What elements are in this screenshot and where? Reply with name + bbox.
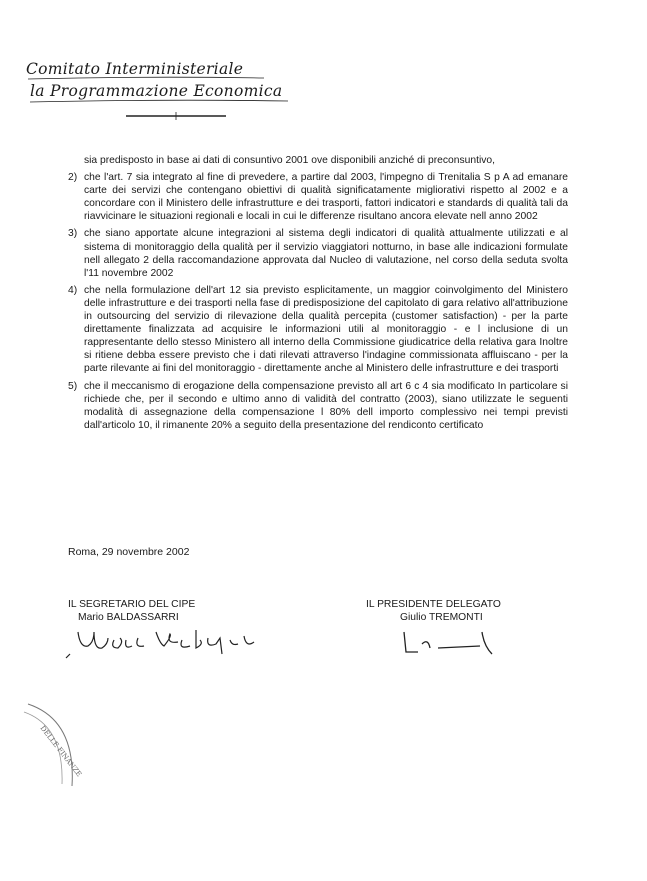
paragraph-number: 2) [68,172,78,184]
letterhead [26,58,296,128]
paragraph-text: che il meccanismo di erogazione della compensazione previsto all art 6 c 4 sia modificato In particolare si richiede che, per il secondo e ultimo anno di validità del contratto (2003), siano utilizzate le seguenti modalità di assegnazione della compensazione l 80% dell importo complessivo nei tempi previsti dall'articolo 10, il rimanente 20% a seguito della presentazione del rendiconto certificato [84,380,568,431]
paragraph-text: che nella formulazione dell'art 12 sia previsto esplicitamente, un maggior coinvolgimento del Ministero delle infrastrutture e dei trasporti nella fase di predisposizione del capitolato di gara relativo all'attribuzione in outsourcing del servizio di rilevazione della qualità percepita (customer satisfaction) - per la parte direttamente finalizzata ad acquisire le informazioni utili al monitoraggio - e l inclusione di un rappresentante dello stesso Ministero all interno della Commissione giudicatrice della relativa gara Inoltre si ritiene debba essere previsto che i dati rilevati attraverso l'indagine commissionata affluiscano - per la parte rilevante ai fini del monitoraggio - direttamente anche al Ministero delle infrastrutture e dei trasporti [84,284,568,375]
letterhead-underline [26,58,296,128]
letterhead-line-2: la Programmazione Economica [30,82,283,100]
signatory-role: IL PRESIDENTE DELEGATO [366,599,501,610]
paragraph-text: sia predisposto in base ai dati di consuntivo 2001 ove disponibili anziché di preconsuntivo, [84,155,495,166]
paragraph-number: 4) [68,284,78,296]
paragraph-text: che l'art. 7 sia integrato al fine di prevedere, a partire dal 2003, l'impegno di Trenitalia S p A ad emanare carte dei servizi che contengano obiettivi di qualità significatamente migliorativi rispetto al 2002 e a concordare con il Ministero delle infrastrutture e dei trasporti, fattori indicatori e standards di qualità tali da riavvicinare le situazioni regionali e locali in cui le differenze risultano ancora elevate nell anno 2002 [84,172,568,223]
paragraph-2 [68,171,568,223]
document-date: Roma, 29 novembre 2002 [68,546,190,558]
official-stamp-icon [18,700,88,790]
svg-text:DELLE FINANZE: DELLE FINANZE [38,724,84,779]
paragraph-4 [68,284,568,376]
signature-left [60,624,300,664]
paragraph-3 [68,227,568,279]
signatory-name: Mario BALDASSARRI [78,612,179,623]
document-body [68,154,568,436]
signatory-left [68,598,195,624]
signature-right [398,626,508,660]
signatory-right [366,598,501,624]
signatory-name: Giulio TREMONTI [400,612,483,623]
paragraph-5 [68,380,568,432]
paragraph-number: 3) [68,228,78,240]
signatory-role: IL SEGRETARIO DEL CIPE [68,599,196,610]
paragraph-text: che siano apportate alcune integrazioni al sistema degli indicatori di qualità attualmente utilizzati e al sistema di monitoraggio della qualità per il servizio viaggiatori notturno, in base alle indicazioni formulate nell allegato 2 della raccomandazione approvata dal Nucleo di valutazione, nel corso della seduta svolta l'11 novembre 2002 [84,228,568,279]
paragraph-continuation [68,154,568,167]
letterhead-line-1: Comitato Interministeriale [26,60,244,78]
paragraph-number: 5) [68,380,78,392]
